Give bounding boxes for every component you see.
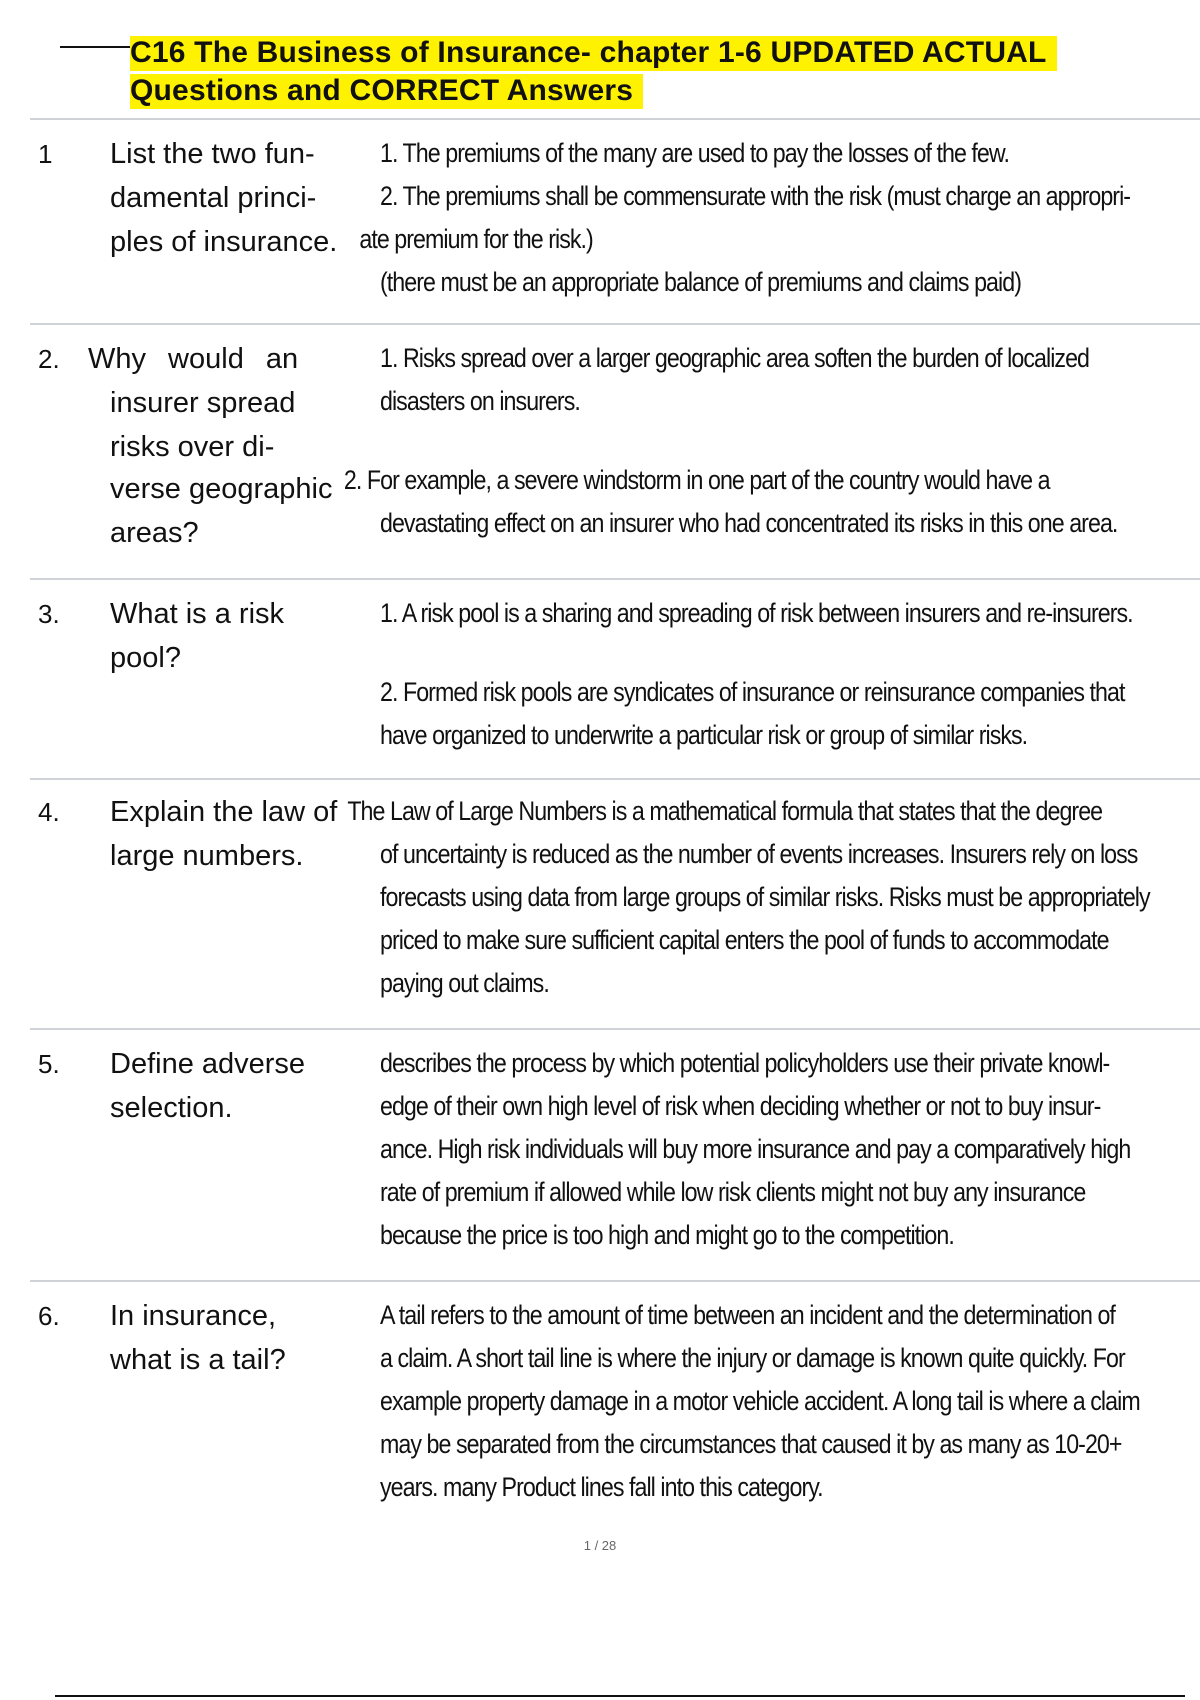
qa-item-4 [30,778,1200,1030]
question [88,337,350,555]
question-line: In insurance, [110,1300,277,1332]
answer-line: 2. The premiums shall be commensurate with the risk (must charge an appropri- [380,181,1131,211]
question-line: Explain the law of [110,796,338,828]
qa-item-2 [30,323,1200,580]
item-number: 1 [38,139,53,169]
answer-line: rate of premium if allowed while low risk clients might not buy any insurance [380,1177,1086,1207]
answer-line: because the price is too high and might go to the competition. [380,1220,954,1250]
footer-rule [55,1695,1185,1697]
answer-line: A tail refers to the amount of time between an incident and the determination of [380,1300,1115,1330]
question [110,132,350,264]
answer [359,132,1200,304]
question-line: List the two fun- [110,138,315,170]
answer-line: may be separated from the circumstances that caused it by as many as 10-20+ [380,1429,1122,1459]
item-number: 2. [38,344,60,374]
answer [347,790,1200,1005]
answer-line: ance. High risk individuals will buy more insurance and pay a comparatively high [380,1134,1131,1164]
answer-line: 1. A risk pool is a sharing and spreading of risk between insurers and re-insurers. [380,598,1133,628]
question [110,790,350,878]
answer-line: paying out claims. [380,968,549,998]
answer-line: have organized to underwrite a particular risk or group of similar risks. [380,720,1028,750]
question-line: ples of insurance. [110,226,338,258]
answer-line: devastating effect on an insurer who had concentrated its risks in this one area. [380,508,1118,538]
question-line: large numbers. [110,840,304,872]
answer-line: edge of their own high level of risk when deciding whether or not to buy insur- [380,1091,1101,1121]
answer-line: 1. Risks spread over a larger geographic area soften the burden of localized [380,343,1090,373]
qa-item-1 [30,118,1200,325]
question-line: Define adverse [110,1048,306,1080]
question [110,592,350,680]
answer-line: of uncertainty is reduced as the number of events increases. Insurers rely on loss [380,839,1138,869]
answer [380,592,1200,757]
qa-item-5 [30,1028,1200,1282]
question-line: What is a risk [110,598,285,630]
question [110,1042,350,1130]
answer-line: years. many Product lines fall into this category. [380,1472,823,1502]
answer [343,337,1200,545]
answer-line: 2. For example, a severe windstorm in one part of the country would have a [343,465,1050,495]
question-line: selection. [110,1092,233,1124]
answer-line: 1. The premiums of the many are used to pay the losses of the few. [380,138,1009,168]
answer [380,1294,1200,1509]
question-line: areas? [110,517,199,549]
answer-line: disasters on insurers. [380,386,580,416]
page-indicator: 1 / 28 [583,1538,617,1553]
item-number: 4. [38,797,60,827]
answer-line: ate premium for the risk.) [359,224,593,254]
answer [380,1042,1200,1257]
answer-line: (there must be an appropriate balance of premiums and claims paid) [380,267,1021,297]
title-line-1: C16 The Business of Insurance- chapter 1-6 UPDATED ACTUAL [130,36,1057,71]
item-number: 5. [38,1049,60,1079]
qa-item-3 [30,578,1200,780]
question-line: verse geographic [110,473,333,505]
document-title [130,34,1057,110]
question-line: Why would an [88,343,299,375]
question-line: pool? [110,642,181,674]
answer-line: The Law of Large Numbers is a mathematical formula that states that the degree [347,796,1103,826]
item-number: 3. [38,599,60,629]
question-line: risks over di- [110,431,275,463]
answer-line: forecasts using data from large groups of similar risks. Risks must be appropriately [380,882,1150,912]
title-line-2: Questions and CORRECT Answers [130,74,643,109]
question-line: what is a tail? [110,1344,286,1376]
answer-line: a claim. A short tail line is where the injury or damage is known quite quickly. For [380,1343,1125,1373]
qa-item-6 [30,1280,1200,1522]
question-line: insurer spread [110,387,296,419]
question-line: damental princi- [110,182,317,214]
header-rule [60,46,132,48]
answer-line: describes the process by which potential policyholders use their private knowl- [380,1048,1110,1078]
item-number: 6. [38,1301,60,1331]
answer-line: 2. Formed risk pools are syndicates of insurance or reinsurance companies that [380,677,1125,707]
answer-line: example property damage in a motor vehicle accident. A long tail is where a claim [380,1386,1140,1416]
question [110,1294,350,1382]
answer-line: priced to make sure sufficient capital enters the pool of funds to accommodate [380,925,1109,955]
